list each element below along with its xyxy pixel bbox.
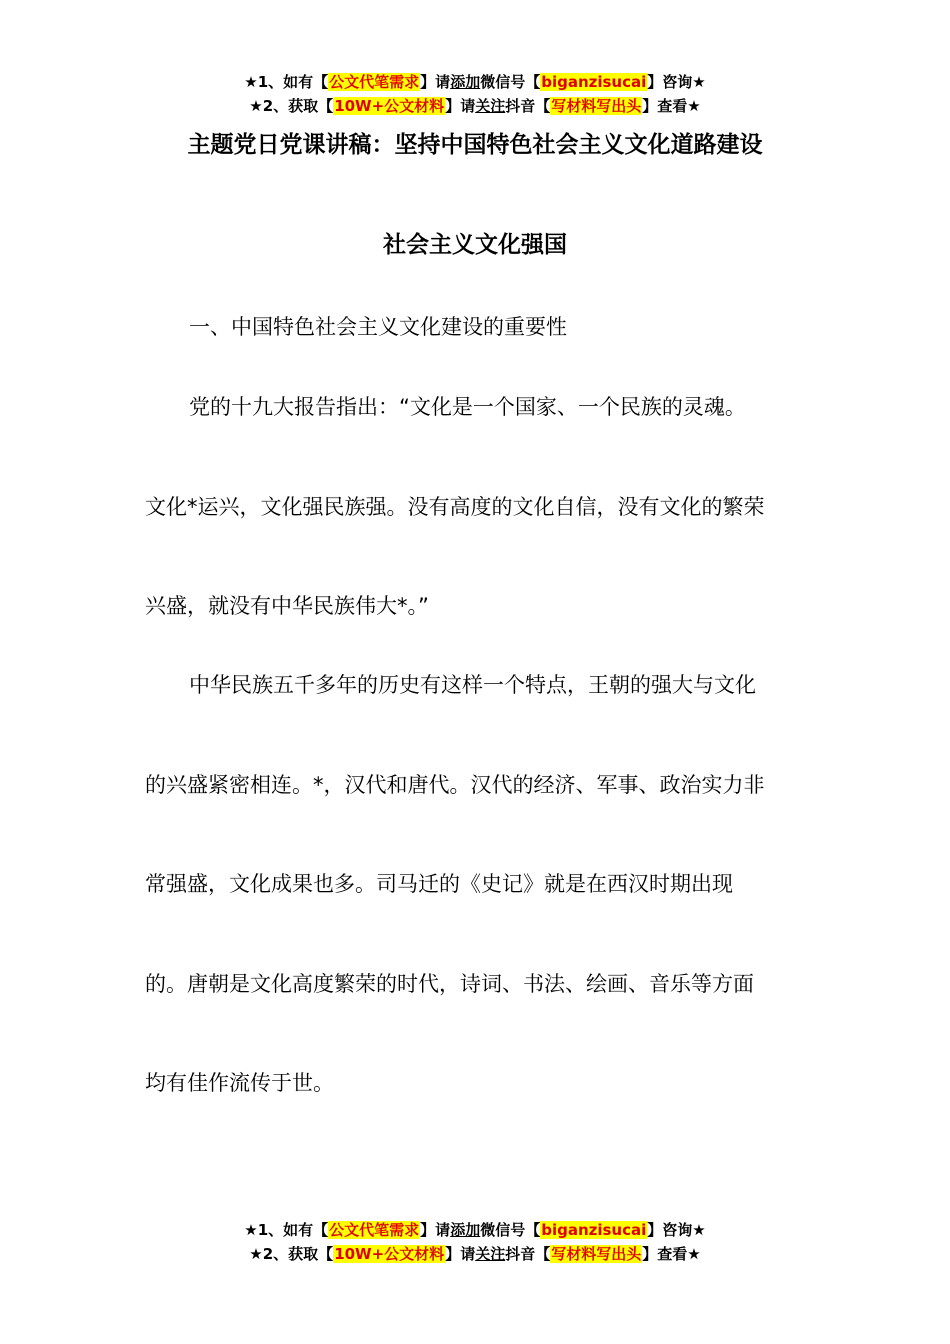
promo-highlight: 10W+公文材料 (334, 97, 445, 115)
promo-banner-bottom (0, 1218, 950, 1266)
body-line: 文化*运兴，文化强民族强。没有高度的文化自信，没有文化的繁荣 (145, 495, 765, 519)
promo-text: 】咨询★ (647, 1221, 706, 1239)
promo-highlight: 10W+公文材料 (334, 1245, 445, 1263)
promo-highlight: 公文代笔需求 (329, 1221, 420, 1239)
promo-text: ★2、获取【 (249, 1245, 334, 1263)
promo-line-1 (0, 70, 950, 94)
promo-text: ★2、获取【 (249, 97, 334, 115)
body-line: 均有佳作流传于世。 (145, 1071, 334, 1095)
promo-banner-top (0, 70, 950, 118)
document-subtitle: 社会主义文化强国 (383, 232, 567, 258)
body-line: 常强盛，文化成果也多。司马迁的《史记》就是在西汉时期出现 (145, 872, 733, 896)
promo-douyin-id: 写材料写出头 (551, 1245, 642, 1263)
promo-douyin-id: 写材料写出头 (551, 97, 642, 115)
body-line: 党的十九大报告指出：“文化是一个国家、一个民族的灵魂。 (189, 395, 746, 419)
promo-text: ★1、如有【 (244, 73, 329, 91)
promo-highlight: 公文代笔需求 (329, 73, 420, 91)
promo-text: 】请 (420, 1221, 451, 1239)
promo-underlined: 添加 (450, 73, 481, 91)
body-line: 中华民族五千多年的历史有这样一个特点，王朝的强大与文化 (189, 673, 756, 697)
promo-text: 】咨询★ (647, 73, 706, 91)
promo-wechat-id: biganzisucai (541, 73, 647, 91)
body-line: 的。唐朝是文化高度繁荣的时代，诗词、书法、绘画、音乐等方面 (145, 972, 754, 996)
promo-text: ★1、如有【 (244, 1221, 329, 1239)
promo-line-2 (0, 1242, 950, 1266)
promo-text: 抖音【 (505, 97, 551, 115)
promo-text: 微信号【 (480, 1221, 541, 1239)
promo-text: 】查看★ (642, 1245, 701, 1263)
promo-underlined: 关注 (475, 97, 506, 115)
promo-text: 微信号【 (480, 73, 541, 91)
promo-wechat-id: biganzisucai (541, 1221, 647, 1239)
promo-text: 】请 (420, 73, 451, 91)
promo-line-1 (0, 1218, 950, 1242)
promo-line-2 (0, 94, 950, 118)
document-title: 主题党日党课讲稿：坚持中国特色社会主义文化道路建设 (187, 132, 763, 158)
promo-text: 】请 (445, 1245, 476, 1263)
promo-underlined: 添加 (450, 1221, 481, 1239)
promo-text: 】请 (445, 97, 476, 115)
promo-underlined: 关注 (475, 1245, 506, 1263)
body-line: 兴盛，就没有中华民族伟大*。” (145, 594, 429, 618)
body-line: 的兴盛紧密相连。*，汉代和唐代。汉代的经济、军事、政治实力非 (145, 773, 765, 797)
section-heading: 一、中国特色社会主义文化建设的重要性 (189, 315, 567, 339)
promo-text: 抖音【 (505, 1245, 551, 1263)
promo-text: 】查看★ (642, 97, 701, 115)
